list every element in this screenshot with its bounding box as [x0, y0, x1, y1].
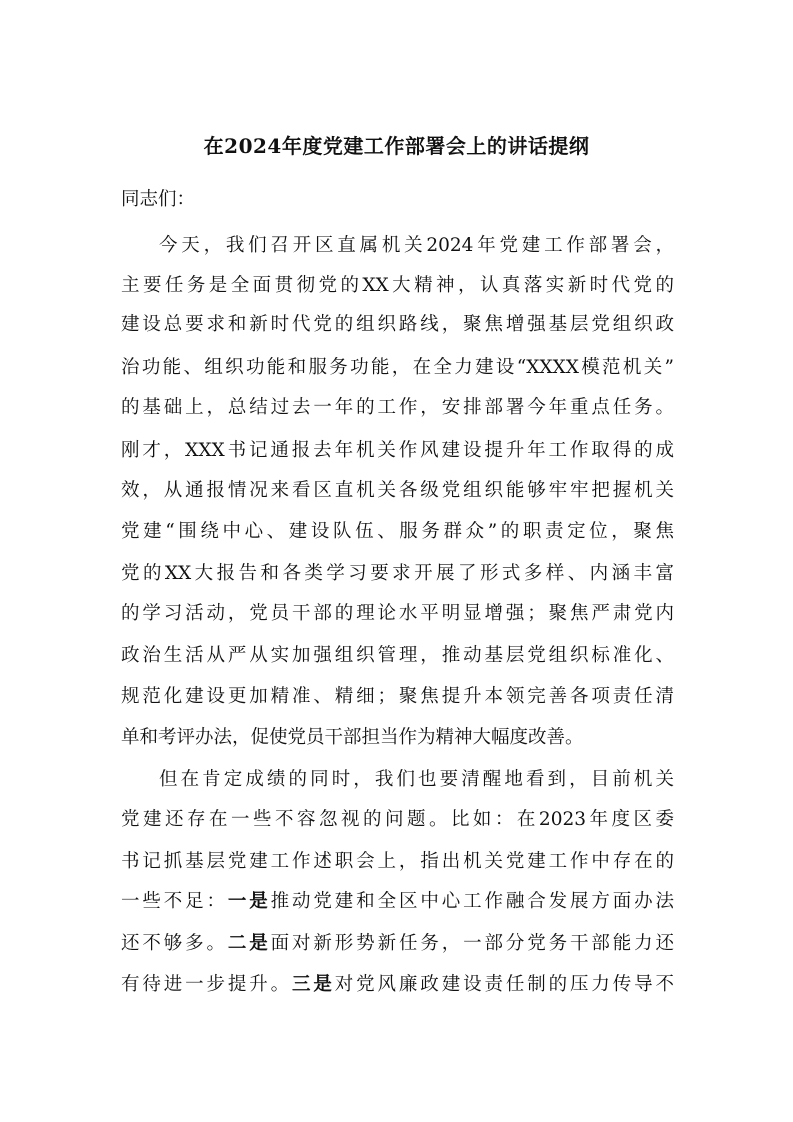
body-line: 单和考评办法，促使党员干部担当作为精神大幅度改善。: [121, 727, 584, 748]
body-line: 治功能、组织功能和服务功能，在全力建设“XXXX模范机关”: [121, 357, 674, 378]
body-line: 党建“围绕中心、建设队伍、服务群众”的职责定位，聚焦: [121, 521, 674, 542]
emphasis-third: 三是: [292, 974, 335, 995]
body-line: 效，从通报情况来看区直机关各级党组织能够牢牢把握机关: [121, 480, 674, 501]
body-line: 规范化建设更加精准、精细；聚焦提升本领完善各项责任清: [121, 686, 674, 707]
body-line: 的基础上，总结过去一年的工作，安排部署今年重点任务。: [121, 397, 674, 418]
emphasis-second: 二是: [227, 933, 271, 954]
emphasis-first: 一是: [227, 891, 271, 912]
body-line: 刚才，XXX书记通报去年机关作风建设提升年工作取得的成: [121, 440, 674, 461]
body-line-text: 一些不足：: [121, 891, 228, 912]
body-line: 建设总要求和新时代党的组织路线，聚焦增强基层党组织政: [121, 314, 674, 335]
body-line: 书记抓基层党建工作述职会上，指出机关党建工作中存在的: [121, 851, 674, 872]
body-line: 党的XX大报告和各类学习要求开展了形式多样、内涵丰富: [121, 563, 674, 584]
body-line-text: 面对新形势新任务，一部分党务干部能力还: [270, 933, 674, 954]
salutation: 同志们：: [121, 189, 196, 210]
body-line: 的学习活动，党员干部的理论水平明显增强；聚焦严肃党内: [121, 603, 674, 624]
body-line-text: 还不够多。: [121, 933, 228, 954]
body-line: 但在肯定成绩的同时，我们也要清醒地看到，目前机关: [159, 769, 674, 790]
body-line: 今天，我们召开区直属机关2024年党建工作部署会，: [159, 235, 674, 256]
body-line: [121, 930, 674, 958]
body-line: [121, 971, 674, 999]
document-title: 在2024年度党建工作部署会上的讲话提纲: [203, 134, 590, 158]
body-line: 政治生活从严从实加强组织管理，推动基层党组织标准化、: [121, 645, 674, 666]
body-line: 党建还存在一些不容忽视的问题。比如：在2023年度区委: [121, 809, 674, 830]
body-line: [121, 888, 674, 916]
body-line-text: 推动党建和全区中心工作融合发展方面办法: [270, 891, 674, 912]
body-line-text: 对党风廉政建设责任制的压力传导不: [334, 974, 674, 995]
body-line-text: 有待进一步提升。: [121, 974, 293, 995]
body-line: 主要任务是全面贯彻党的XX大精神，认真落实新时代党的: [121, 275, 674, 296]
